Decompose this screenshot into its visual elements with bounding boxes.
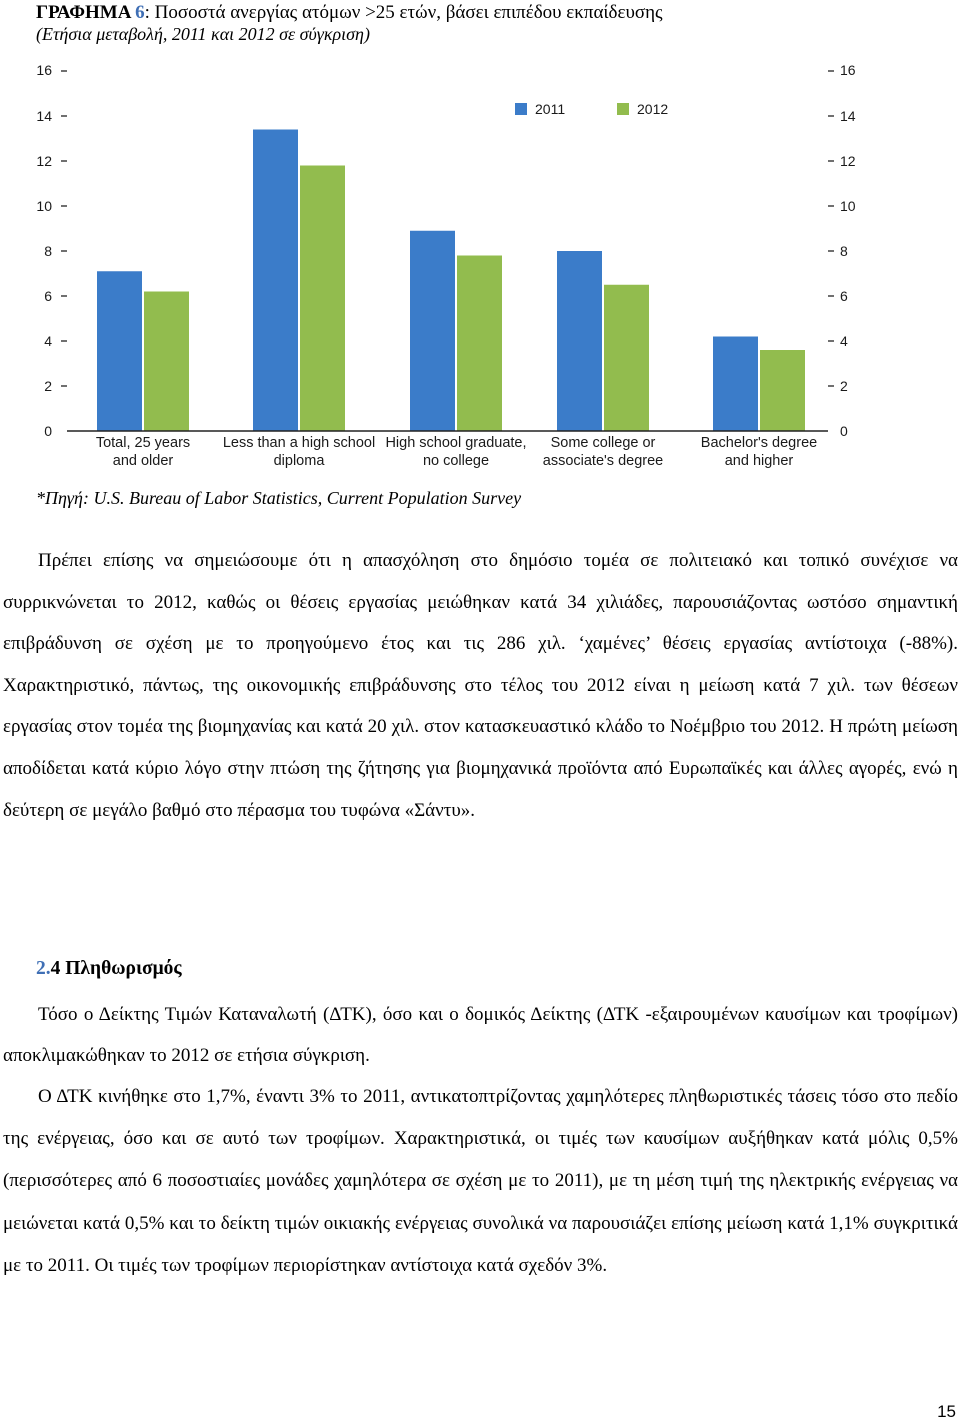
x-category-label: Some college or xyxy=(550,435,656,451)
bar-2012-4 xyxy=(604,285,649,431)
y-tick-label-right: 8 xyxy=(840,243,848,259)
y-tick-label-right: 0 xyxy=(840,423,848,439)
legend-swatch-2012 xyxy=(617,103,629,115)
bar-2011-4 xyxy=(557,251,602,431)
bar-2012-5 xyxy=(760,350,805,431)
chart-bars xyxy=(97,130,805,432)
y-tick-label-left: 14 xyxy=(36,108,52,124)
y-tick-label-right: 16 xyxy=(840,62,856,78)
y-tick-label-left: 0 xyxy=(44,423,52,439)
bar-2011-5 xyxy=(713,337,758,432)
section-title: 4 Πληθωρισμός xyxy=(50,958,182,979)
x-category-label: Bachelor's degree xyxy=(700,435,818,451)
bar-chart xyxy=(0,55,960,475)
bar-2011-2 xyxy=(253,130,298,432)
x-category-label: associate's degree xyxy=(542,453,664,469)
bar-2011-1 xyxy=(97,271,142,431)
y-tick-label-left: 16 xyxy=(36,62,52,78)
x-category-label: High school graduate, xyxy=(385,435,527,451)
y-tick-label-left: 12 xyxy=(36,153,52,169)
y-tick-label-right: 2 xyxy=(840,378,848,394)
figure-title xyxy=(36,2,936,24)
y-tick-label-left: 8 xyxy=(44,243,52,259)
legend-label-2011: 2011 xyxy=(535,101,566,117)
section-heading-inflation xyxy=(36,955,182,983)
y-tick-label-left: 4 xyxy=(44,333,52,349)
x-category-label: and higher xyxy=(724,453,794,469)
x-category-label: Total, 25 years xyxy=(95,435,191,451)
x-category-label: no college xyxy=(422,453,490,469)
figure-title-text: : Ποσοστά ανεργίας ατόμων >25 ετών, βάσει επιπέδου εκπαίδευσης xyxy=(144,2,663,23)
figure-source: *Πηγή: U.S. Bureau of Labor Statistics, Current Population Survey xyxy=(36,488,522,508)
y-tick-label-right: 10 xyxy=(840,198,856,214)
paragraph-cpi-details: Ο ΔΤΚ κινήθηκε στο 1,7%, έναντι 3% το 2011, αντικατοπτρίζοντας χαμηλότερες πληθωριστικές τάσεις τόσο στο πεδίο της ενέργειας, όσο και σε αυτό των τροφίμων. Χαρακτηριστικά, οι τιμές των καυσίμων αυξήθηκαν κατά μόλις 0,5% (περισσότερες από 6 ποσοστιαίες μονάδες χαμηλότερα σε σχέση με το 2011), με τη μέση τιμή της ηλεκτρικής ενέργειας να μειώνεται κατά 0,5% και το δείκτη τιμών οικιακής ενέργειας συνολικά να παρουσιάζει επίσης μείωση κατά 1,1% συγκριτικά με το 2011. Οι τιμές των τροφίμων περιορίστηκαν αντίστοιχα κατά σχεδόν 3%. xyxy=(3,1086,958,1276)
y-tick-label-left: 6 xyxy=(44,288,52,304)
chart-legend xyxy=(515,101,668,117)
figure-title-label: ΓΡΑΦΗΜΑ 6 xyxy=(36,2,145,23)
y-tick-label-right: 6 xyxy=(840,288,848,304)
bar-2012-2 xyxy=(300,166,345,432)
y-tick-label-right: 14 xyxy=(840,108,856,124)
y-tick-label-right: 4 xyxy=(840,333,848,349)
figure-subtitle: (Ετήσια μεταβολή, 2011 και 2012 σε σύγκριση) xyxy=(36,24,370,44)
bar-2012-3 xyxy=(457,256,502,432)
x-category-label: Less than a high school xyxy=(222,435,376,451)
figure-number: 6 xyxy=(135,2,145,23)
x-category-label: and older xyxy=(112,453,174,469)
y-tick-label-left: 10 xyxy=(36,198,52,214)
x-category-label: diploma xyxy=(273,453,325,469)
y-tick-label-right: 12 xyxy=(840,153,856,169)
y-tick-label-left: 2 xyxy=(44,378,52,394)
paragraph-cpi-overview: Τόσο ο Δείκτης Τιμών Καταναλωτή (ΔΤΚ), όσο και ο δομικός Δείκτης (ΔΤΚ -εξαιρουμένων καυσίμων και τροφίμων) αποκλιμακώθηκαν το 2012 σε ετήσια σύγκριση. xyxy=(3,1004,958,1066)
legend-swatch-2011 xyxy=(515,103,527,115)
section-number: 2. xyxy=(36,958,51,979)
bar-2011-3 xyxy=(410,231,455,431)
paragraph-public-employment: Πρέπει επίσης να σημειώσουμε ότι η απασχόληση στο δημόσιο τομέα σε πολιτειακό και τοπικό συνέχισε να συρρικνώνεται το 2012, καθώς οι θέσεις εργασίας μειώθηκαν κατά 34 χιλιάδες, παρουσιάζοντας ωστόσο σημαντική επιβράδυνση σε σχέση με το προηγούμενο έτος και τις 286 χιλ. ‘χαμένες’ θέσεις εργασίας αντίστοιχα (-88%). Χαρακτηριστικό, πάντως, της οικονομικής επιβράδυνσης στο τέλος του 2012 είναι η μείωση κατά 7 χιλ. των θέσεων εργασίας στον τομέα της βιομηχανίας και κατά 20 χιλ. στον κατασκευαστικό κλάδο το Νοέμβριο του 2012. Η πρώτη μείωση αποδίδεται κατά κύριο λόγο στην πτώση της ζήτησης για βιομηχανικά προϊόντα από Ευρωπαϊκές και άλλες αγορές, ενώ η δεύτερη σε μεγάλο βαθμό στο πέρασμα του τυφώνα «Σάντυ». xyxy=(3,550,958,821)
bar-2012-1 xyxy=(144,292,189,432)
legend-label-2012: 2012 xyxy=(637,101,669,117)
page-number: 15 xyxy=(937,1402,956,1421)
